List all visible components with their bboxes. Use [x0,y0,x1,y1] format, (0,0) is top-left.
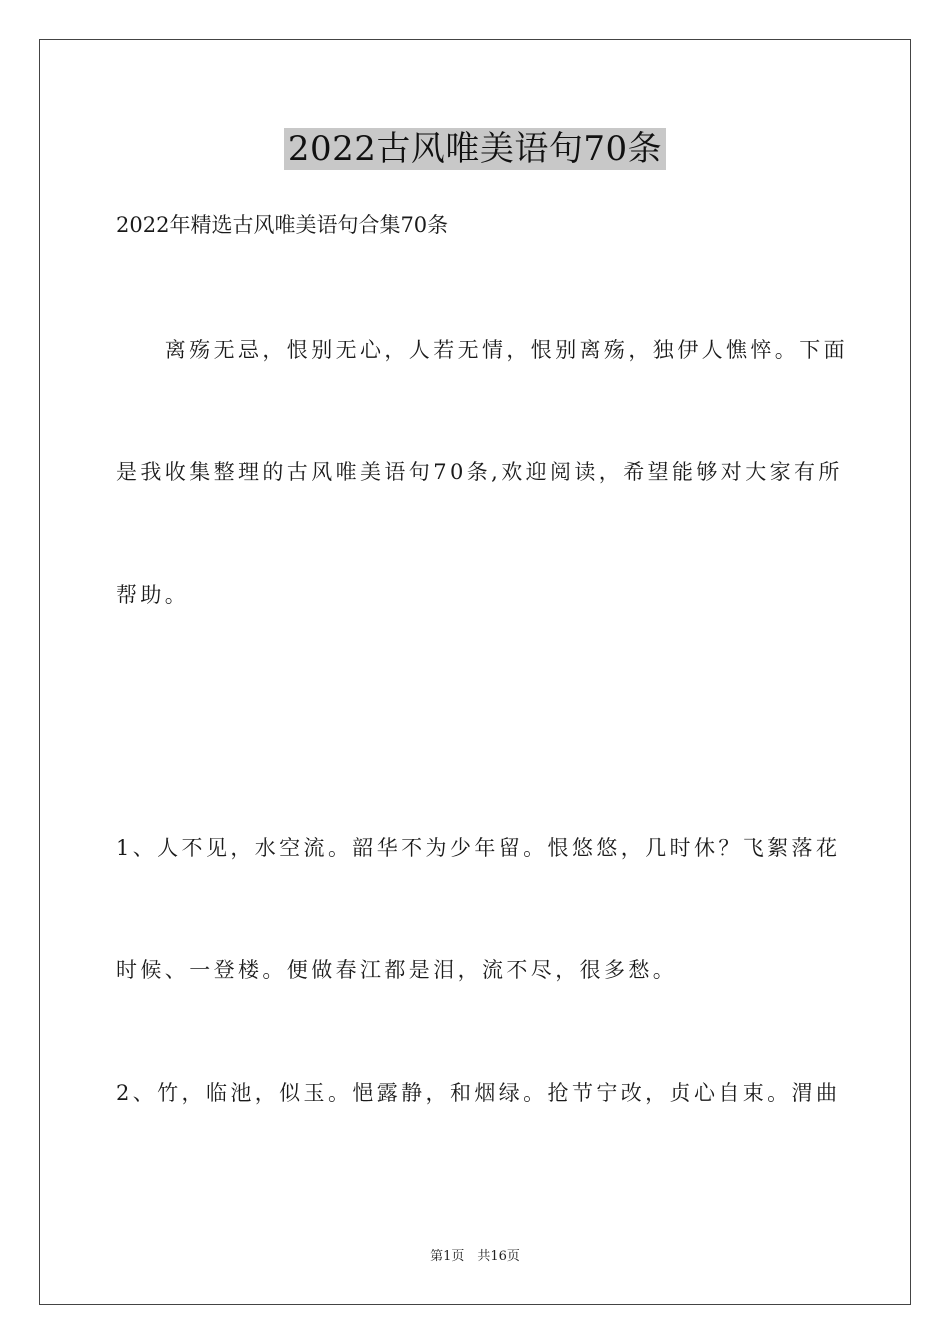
intro-line-3: 帮助。 [116,583,190,607]
item-line-2: 时候、一登楼。便做春江都是泪，流不尽，很多愁。 [116,958,678,982]
item-line-1: 1、人不见，水空流。韶华不为少年留。恨悠悠，几时休？飞絮落花 [116,836,841,860]
intro-line-1: 离殇无忌，恨别无心，人若无情，恨别离殇，独伊人憔悴。下面 [116,338,848,362]
document-title: 2022古风唯美语句70条 [284,128,666,170]
document-subtitle: 2022年精选古风唯美语句合集70条 [116,213,449,237]
title-container [0,128,950,170]
item-line-3: 2、竹，临池，似玉。悒露静，和烟绿。抢节宁改，贞心自束。渭曲 [116,1081,841,1105]
page-footer: 第1页 共16页 [430,1249,520,1264]
intro-line-2: 是我收集整理的古风唯美语句70条,欢迎阅读，希望能够对大家有所 [116,460,843,484]
